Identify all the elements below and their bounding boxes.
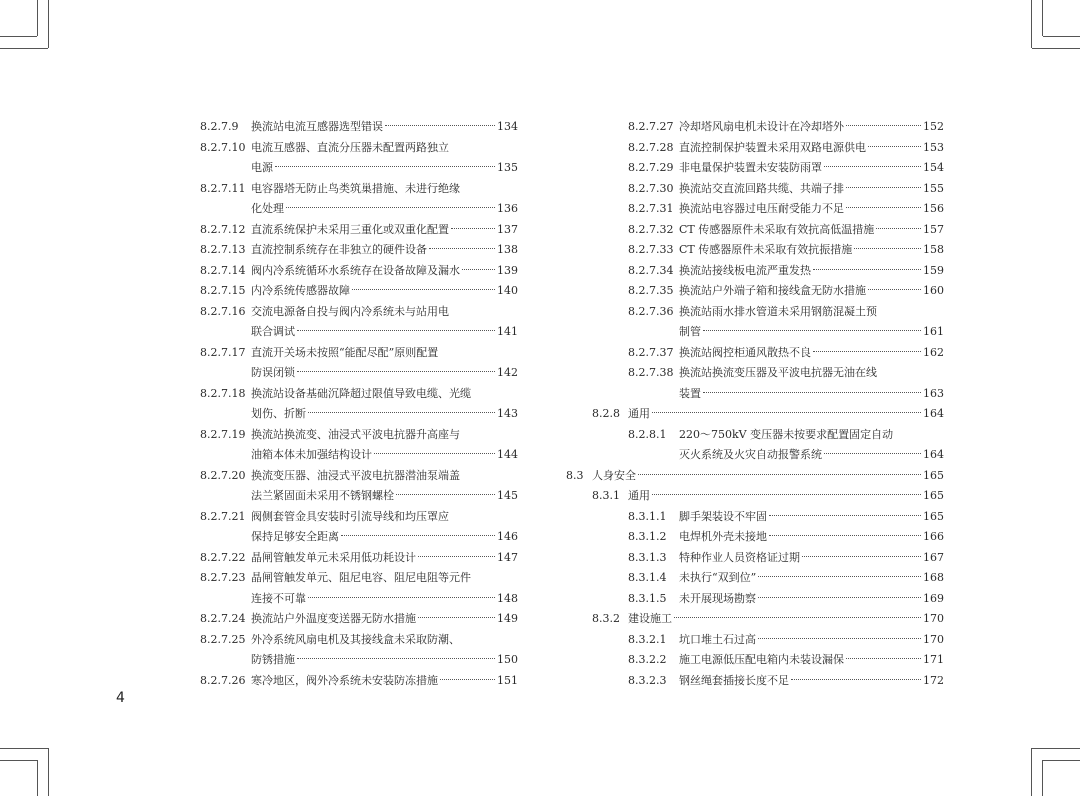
dot-leader: [802, 556, 921, 557]
crop-mark: [1032, 48, 1080, 49]
toc-entry-title: 外冷系统风扇电机及其接线盒未采取防潮、: [251, 632, 460, 646]
crop-mark: [1031, 0, 1032, 48]
crop-mark: [1032, 748, 1080, 749]
toc-entry: [200, 363, 518, 384]
toc-entry-title: 晶闸管触发单元未采用低功耗设计: [251, 550, 416, 564]
toc-entry: [200, 240, 518, 261]
dot-leader: [286, 207, 495, 208]
toc-entry-number: 8.2.7.13: [200, 243, 246, 256]
toc-entry: [566, 568, 944, 589]
dot-leader: [308, 597, 495, 598]
dot-leader: [418, 617, 495, 618]
toc-entry: [566, 527, 944, 548]
dot-leader: [824, 453, 921, 454]
dot-leader: [791, 679, 921, 680]
dot-leader: [374, 453, 495, 454]
dot-leader: [846, 187, 921, 188]
dot-leader: [758, 638, 921, 639]
toc-right-column: [566, 117, 944, 691]
dot-leader: [854, 248, 921, 249]
toc-entry-page: 165: [923, 489, 944, 502]
toc-entry: [566, 609, 944, 630]
toc-entry-title: 非电量保护装置未安装防雨罩: [679, 161, 822, 174]
toc-entry-page: 167: [923, 550, 944, 564]
toc-entry-number: 8.3.1.5: [628, 591, 667, 605]
toc-entry: [200, 343, 518, 364]
toc-entry-title: 换流站换流变压器及平波电抗器无油在线: [679, 366, 877, 379]
toc-entry-title: 换流站雨水排水管道未采用钢筋混凝土预: [679, 304, 877, 318]
toc-entry-title: 建设施工: [628, 612, 672, 625]
toc-entry-page: 166: [923, 530, 944, 543]
toc-entry-title: 换流站阀控柜通风散热不良: [679, 345, 811, 359]
toc-entry: [200, 179, 518, 200]
toc-entry-page: 149: [497, 612, 518, 625]
dot-leader: [703, 330, 921, 331]
crop-mark: [1043, 36, 1080, 37]
toc-entry-number: 8.3.1.4: [628, 571, 667, 584]
toc-entry-number: 8.2.7.10: [200, 140, 246, 154]
toc-entry-page: 165: [923, 468, 944, 482]
toc-entry: [200, 589, 518, 610]
toc-entry-title: 连接不可靠: [251, 591, 306, 605]
toc-entry-page: 144: [497, 448, 518, 461]
toc-entry: [200, 609, 518, 630]
toc-entry-number: 8.2.7.25: [200, 632, 246, 646]
toc-entry-number: 8.2.7.32: [628, 222, 674, 236]
dot-leader: [308, 412, 495, 413]
toc-entry-title: 法兰紧固面未采用不锈钢螺栓: [251, 489, 394, 502]
dot-leader: [868, 289, 921, 290]
toc-entry-page: 152: [923, 120, 944, 133]
toc-entry-page: 136: [497, 202, 518, 215]
crop-mark: [48, 748, 49, 796]
toc-entry-page: 161: [923, 325, 944, 338]
toc-entry: [566, 138, 944, 159]
toc-entry: [200, 507, 518, 528]
toc-entry: [566, 158, 944, 179]
toc-entry: [200, 650, 518, 671]
toc-entry-page: 156: [923, 202, 944, 215]
toc-entry-number: 8.2.7.35: [628, 284, 674, 297]
toc-entry-title: 交流电源备自投与阀内冷系统未与站用电: [251, 304, 449, 318]
toc-entry-page: 134: [497, 120, 518, 133]
toc-entry-title: 划伤、折断: [251, 407, 306, 420]
toc-entry-title: 直流控制保护装置未采用双路电源供电: [679, 140, 866, 154]
toc-entry-number: 8.2.7.26: [200, 673, 246, 687]
toc-entry-number: 8.2.7.28: [628, 140, 674, 154]
toc-entry-title: 保持足够安全距离: [251, 530, 339, 543]
toc-entry: [200, 404, 518, 425]
toc-entry: [566, 302, 944, 323]
dot-leader: [769, 535, 921, 536]
toc-entry-page: 170: [923, 632, 944, 646]
toc-entry-title: 直流控制系统存在非独立的硬件设备: [251, 243, 427, 256]
toc-entry-number: 8.3.1.1: [628, 509, 667, 523]
toc-entry: [566, 445, 944, 466]
dot-leader: [297, 330, 495, 331]
toc-entry: [200, 568, 518, 589]
toc-entry-title: 晶闸管触发单元、阻尼电容、阻尼电阻等元件: [251, 571, 471, 584]
dot-leader: [297, 658, 495, 659]
toc-entry-page: 159: [923, 263, 944, 277]
toc-entry: [200, 199, 518, 220]
toc-entry-number: 8.2.8: [592, 407, 620, 420]
toc-entry: [200, 527, 518, 548]
crop-mark: [37, 760, 38, 796]
toc-entry-title: 换流站户外端子箱和接线盒无防水措施: [679, 284, 866, 297]
toc-entry-title: 电焊机外壳未接地: [679, 530, 767, 543]
dot-leader: [674, 617, 921, 618]
toc-entry: [200, 158, 518, 179]
toc-entry-title: 阀侧套管金具安装时引流导线和均压罩应: [251, 509, 449, 523]
page-number: 4: [116, 690, 125, 706]
toc-entry-page: 158: [923, 243, 944, 256]
toc-entry-page: 146: [497, 530, 518, 543]
toc-entry-page: 164: [923, 448, 944, 461]
toc-entry: [566, 343, 944, 364]
toc-entry-number: 8.2.7.37: [628, 345, 674, 359]
toc-entry-page: 142: [497, 366, 518, 379]
toc-entry-page: 155: [923, 181, 944, 195]
toc-entry: [566, 281, 944, 302]
dot-leader: [758, 597, 921, 598]
toc-entry-title: 换流站电容器过电压耐受能力不足: [679, 202, 844, 215]
dot-leader: [451, 228, 495, 229]
toc-entry-page: 138: [497, 243, 518, 256]
toc-entry: [200, 138, 518, 159]
toc-entry-page: 143: [497, 407, 518, 420]
toc-entry-title: 换流站户外温度变送器无防水措施: [251, 612, 416, 625]
toc-entry-number: 8.2.7.24: [200, 612, 246, 625]
dot-leader: [275, 166, 495, 167]
crop-mark: [48, 0, 49, 48]
toc-entry: [200, 261, 518, 282]
toc-entry-title: 阀内冷系统循环水系统存在设备故障及漏水: [251, 263, 460, 277]
toc-entry-page: 171: [923, 653, 944, 666]
toc-entry-title: 特种作业人员资格证过期: [679, 550, 800, 564]
toc-entry: [200, 630, 518, 651]
dot-leader: [703, 392, 921, 393]
toc-entry-number: 8.3.1: [592, 489, 620, 502]
toc-entry-title: 电容器塔无防止鸟类筑巢措施、未进行绝缘: [251, 181, 460, 195]
dot-leader: [846, 658, 921, 659]
toc-entry: [566, 220, 944, 241]
toc-entry-page: 147: [497, 550, 518, 564]
dot-leader: [638, 474, 921, 475]
toc-entry-number: 8.3.2.1: [628, 632, 667, 646]
toc-entry-number: 8.2.7.27: [628, 120, 674, 133]
toc-entry-number: 8.2.7.33: [628, 243, 674, 256]
toc-entry: [200, 671, 518, 692]
toc-entry: [200, 220, 518, 241]
toc-entry-title: 钢丝绳套插接长度不足: [679, 673, 789, 687]
toc-entry: [200, 281, 518, 302]
toc-entry-page: 169: [923, 591, 944, 605]
toc-entry-title: 防锈措施: [251, 653, 295, 666]
toc-entry-page: 162: [923, 345, 944, 359]
toc-entry: [566, 589, 944, 610]
dot-leader: [769, 515, 921, 516]
toc-entry: [566, 404, 944, 425]
toc-entry: [566, 630, 944, 651]
toc-entry: [566, 179, 944, 200]
toc-entry: [566, 240, 944, 261]
toc-entry-title: 通用: [628, 489, 650, 502]
toc-entry: [566, 548, 944, 569]
toc-left-column: [200, 117, 518, 691]
toc-entry-title: 灭火系统及火灾自动报警系统: [679, 448, 822, 461]
toc-entry-number: 8.2.7.18: [200, 386, 246, 400]
crop-mark: [37, 0, 38, 36]
toc-entry-title: 施工电源低压配电箱内未装设漏保: [679, 653, 844, 666]
toc-entry-number: 8.2.7.17: [200, 345, 246, 359]
toc-entry-number: 8.2.7.22: [200, 550, 246, 564]
toc-entry-title: 直流系统保护未采用三重化或双重化配置: [251, 222, 449, 236]
crop-mark: [0, 48, 48, 49]
dot-leader: [341, 535, 495, 536]
toc-entry-title: 未开展现场勘察: [679, 591, 756, 605]
toc-entry-title: 寒冷地区，阀外冷系统未安装防冻措施: [251, 673, 438, 687]
toc-entry-title: 直流开关场未按照“能配尽配”原则配置: [251, 345, 439, 359]
toc-entry-title: 电源: [251, 161, 273, 174]
toc-entry-number: 8.3.2.3: [628, 673, 667, 687]
toc-entry-title: 内冷系统传感器故障: [251, 284, 350, 297]
crop-mark: [1043, 760, 1080, 761]
toc-entry-title: 化处理: [251, 202, 284, 215]
toc-entry: [566, 650, 944, 671]
toc-entry: [566, 384, 944, 405]
crop-mark: [1042, 0, 1043, 36]
dot-leader: [385, 125, 495, 126]
toc-entry-number: 8.2.7.30: [628, 181, 674, 195]
dot-leader: [876, 228, 921, 229]
dot-leader: [652, 494, 921, 495]
toc-entry-title: 220～750kV 变压器未按要求配置固定自动: [679, 427, 894, 441]
dot-leader: [813, 351, 921, 352]
dot-leader: [868, 146, 921, 147]
toc-entry-number: 8.3: [566, 468, 584, 482]
toc-entry-number: 8.2.7.9: [200, 120, 239, 133]
toc-entry: [566, 425, 944, 446]
toc-entry-number: 8.2.7.21: [200, 509, 246, 523]
toc-entry: [566, 261, 944, 282]
toc-entry-number: 8.2.7.29: [628, 161, 674, 174]
toc-entry-number: 8.2.7.20: [200, 468, 246, 482]
toc-entry: [566, 671, 944, 692]
toc-entry-number: 8.3.2: [592, 612, 620, 625]
dot-leader: [418, 556, 495, 557]
toc-entry-number: 8.2.7.38: [628, 366, 674, 379]
toc-entry-title: 冷却塔风扇电机未设计在冷却塔外: [679, 120, 844, 133]
toc-entry-page: 164: [923, 407, 944, 420]
toc-entry: [566, 363, 944, 384]
toc-entry: [200, 117, 518, 138]
toc-entry-page: 139: [497, 263, 518, 277]
toc-entry-title: 电流互感器、直流分压器未配置两路独立: [251, 140, 449, 154]
toc-entry-page: 170: [923, 612, 944, 625]
toc-entry-title: CT 传感器原件未采取有效抗振措施: [679, 243, 853, 256]
toc-entry-number: 8.2.7.11: [200, 181, 246, 195]
dot-leader: [352, 289, 495, 290]
toc-entry-number: 8.2.7.34: [628, 263, 674, 277]
toc-entry-page: 165: [923, 509, 944, 523]
dot-leader: [652, 412, 921, 413]
toc-entry: [200, 322, 518, 343]
dot-leader: [462, 269, 495, 270]
toc-entry-number: 8.2.7.14: [200, 263, 246, 277]
toc-entry-number: 8.2.7.15: [200, 284, 246, 297]
toc-entry-page: 157: [923, 222, 944, 236]
toc-entry-number: 8.2.8.1: [628, 427, 667, 441]
toc-entry-title: 换流站接线板电流严重发热: [679, 263, 811, 277]
toc-entry-page: 168: [923, 571, 944, 584]
toc-entry-number: 8.2.7.19: [200, 427, 246, 441]
toc-entry: [200, 466, 518, 487]
toc-entry-title: 通用: [628, 407, 650, 420]
toc-entry-title: 防误闭锁: [251, 366, 295, 379]
toc-entry: [200, 445, 518, 466]
toc-entry-page: 163: [923, 386, 944, 400]
toc-entry-page: 148: [497, 591, 518, 605]
toc-entry: [200, 302, 518, 323]
toc-entry-number: 8.2.7.12: [200, 222, 246, 236]
toc-entry-number: 8.2.7.23: [200, 571, 246, 584]
toc-entry-title: 换流站电流互感器选型错误: [251, 120, 383, 133]
toc-entry-title: 未执行“双到位”: [679, 571, 757, 584]
dot-leader: [297, 371, 495, 372]
toc-entry-page: 135: [497, 161, 518, 174]
toc-entry-title: 制管: [679, 325, 701, 338]
toc-entry-page: 151: [497, 673, 518, 687]
toc-entry: [200, 425, 518, 446]
toc-entry-page: 154: [923, 161, 944, 174]
toc-entry-title: 换流站设备基础沉降超过限值导致电缆、光缆: [251, 386, 471, 400]
toc-entry-page: 150: [497, 653, 518, 666]
toc-entry: [566, 507, 944, 528]
toc-entry: [200, 384, 518, 405]
toc-entry-number: 8.3.2.2: [628, 653, 667, 666]
dot-leader: [440, 679, 495, 680]
dot-leader: [824, 166, 921, 167]
toc-entry-number: 8.2.7.16: [200, 304, 246, 318]
crop-mark: [0, 748, 48, 749]
toc-entry-page: 172: [923, 673, 944, 687]
dot-leader: [846, 125, 921, 126]
toc-entry-number: 8.3.1.3: [628, 550, 667, 564]
toc-entry: [566, 466, 944, 487]
toc-entry-title: 换流变压器、油浸式平波电抗器潜油泵端盖: [251, 468, 460, 482]
toc-entry-page: 140: [497, 284, 518, 297]
dot-leader: [758, 576, 921, 577]
toc-entry-title: 油箱本体未加强结构设计: [251, 448, 372, 461]
toc-entry-title: 换流站换流变、油浸式平波电抗器升高座与: [251, 427, 460, 441]
toc-entry-title: 脚手架装设不牢固: [679, 509, 767, 523]
toc-entry: [566, 322, 944, 343]
crop-mark: [0, 36, 37, 37]
toc-entry: [566, 199, 944, 220]
toc-entry-page: 160: [923, 284, 944, 297]
dot-leader: [429, 248, 495, 249]
toc-entry: [200, 548, 518, 569]
toc-entry-page: 141: [497, 325, 518, 338]
toc-entry: [566, 486, 944, 507]
crop-mark: [1031, 748, 1032, 796]
toc-entry-title: 人身安全: [592, 468, 636, 482]
dot-leader: [813, 269, 921, 270]
dot-leader: [846, 207, 921, 208]
toc-entry-number: 8.2.7.36: [628, 304, 674, 318]
crop-mark: [1042, 760, 1043, 796]
toc-entry: [566, 117, 944, 138]
toc-entry-page: 153: [923, 140, 944, 154]
toc-entry-title: 坑口堆土石过高: [679, 632, 756, 646]
dot-leader: [396, 494, 495, 495]
toc-entry-number: 8.2.7.31: [628, 202, 674, 215]
toc-entry-page: 137: [497, 222, 518, 236]
crop-mark: [0, 760, 37, 761]
toc-entry-number: 8.3.1.2: [628, 530, 667, 543]
toc-entry-title: 换流站交直流回路共缆、共端子排: [679, 181, 844, 195]
toc-entry-title: CT 传感器原件未采取有效抗高低温措施: [679, 222, 875, 236]
toc-entry-page: 145: [497, 489, 518, 502]
toc-entry-title: 联合调试: [251, 325, 295, 338]
toc-entry: [200, 486, 518, 507]
toc-entry-title: 装置: [679, 386, 701, 400]
